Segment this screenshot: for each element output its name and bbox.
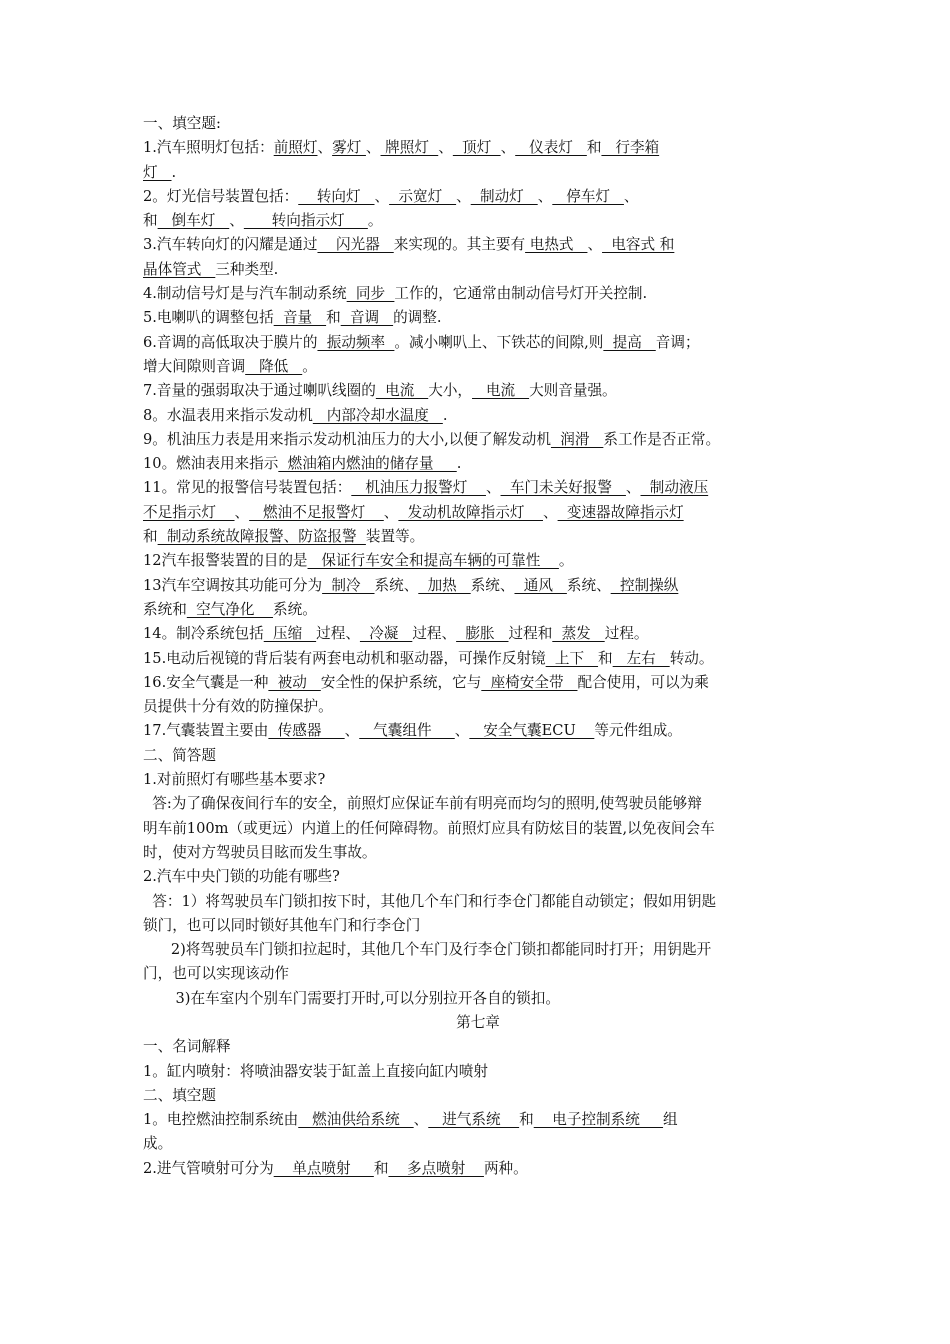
fill-blank-answer: 晶体管式	[143, 260, 216, 278]
fill-blank-answer: 制冷	[322, 576, 375, 594]
fill-blank-answer: 倒车灯	[157, 212, 230, 230]
text-segment: 答：1）将驾驶员车门锁扣按下时，其他几个车门和行李仓门都能自动锁定；假如用钥匙	[143, 892, 717, 910]
fill-blank-answer: 提高	[603, 333, 656, 351]
text-segment: 15.电动后视镜的背后装有两套电动机和驱动器，可操作反射镜	[143, 649, 546, 667]
text-line	[143, 306, 813, 330]
text-line	[143, 161, 813, 185]
text-segment: 1.汽车照明灯包括：	[143, 139, 274, 157]
text-segment: 6.音调的高低取决于膜片的	[143, 333, 318, 351]
text-segment: 4.制动信号灯是与汽车制动系统	[143, 285, 347, 303]
text-line	[143, 355, 813, 379]
fill-blank-answer: 燃油箱内燃油的储存量	[278, 455, 457, 473]
text-segment: 三种类型.	[215, 260, 279, 278]
fill-blank-answer: 电流	[472, 382, 530, 400]
fill-blank-answer: 音调	[340, 309, 394, 327]
text-line	[143, 622, 813, 646]
text-segment: 、	[587, 236, 603, 254]
text-segment: 16.安全气囊是一种	[143, 673, 269, 691]
text-segment: 1。缸内喷射：将喷油器安装于缸盖上直接向缸内喷射	[143, 1062, 488, 1080]
fill-blank-answer: 电容式 和	[602, 236, 675, 254]
text-line	[143, 695, 813, 719]
fill-blank-answer: 闪光器	[317, 236, 394, 254]
text-line	[143, 1157, 813, 1181]
text-segment: 配合使用，可以为乘	[577, 673, 709, 691]
text-segment: 系统和	[143, 600, 187, 618]
text-segment: 系工作是否正常。	[603, 430, 721, 448]
document-page	[143, 112, 813, 1181]
text-line	[143, 938, 813, 962]
fill-blank-answer: 压缩	[263, 625, 317, 643]
text-line	[143, 1060, 813, 1084]
text-segment: 3.汽车转向灯的闪耀是通过	[143, 236, 318, 254]
text-segment: 大则音量强。	[529, 382, 617, 400]
fill-blank-answer: 上下	[545, 649, 599, 667]
text-segment: 一、填空题:	[143, 115, 221, 132]
fill-blank-answer: 内部冷却水温度	[312, 406, 443, 424]
text-segment: 7.音量的强弱取决于通过喇叭线圈的	[143, 382, 376, 400]
text-segment: 、	[623, 187, 639, 205]
text-line	[143, 1035, 813, 1059]
fill-blank-answer: 蒸发	[552, 625, 605, 643]
text-segment: 2.进气管喷射可分为	[143, 1159, 274, 1177]
text-segment: 等元件组成。	[594, 722, 682, 740]
fill-blank-answer: 通风	[514, 576, 567, 594]
text-segment: 安全性的保护系统，它与	[320, 673, 482, 691]
fill-blank-answer: 气囊组件	[359, 722, 455, 740]
text-segment: 和	[326, 309, 341, 327]
text-line	[143, 719, 813, 743]
text-segment: .	[456, 455, 462, 473]
text-line	[143, 1132, 813, 1156]
text-segment: 、	[537, 187, 553, 205]
text-line	[143, 1011, 813, 1035]
text-segment: 和	[519, 1111, 534, 1129]
text-segment: 和	[586, 139, 602, 157]
text-line	[143, 574, 813, 598]
text-line	[143, 987, 813, 1011]
text-segment: 大小，	[428, 382, 473, 400]
fill-blank-answer: 顶灯	[452, 139, 501, 157]
text-segment: 13汽车空调按其功能可分为	[143, 576, 323, 594]
text-segment: 。减小喇叭上、下铁芯的间隙,则	[394, 333, 604, 351]
text-line	[143, 914, 813, 938]
fill-blank-answer: 左右	[612, 649, 670, 667]
text-line	[143, 890, 813, 914]
text-segment: 答:为了确保夜间行车的安全，前照灯应保证车前有明亮而均匀的照明,使驾驶员能够辩	[143, 795, 702, 813]
text-line	[143, 647, 813, 671]
fill-blank-answer: 进气系统	[428, 1111, 520, 1129]
text-segment: 二、填空题	[143, 1086, 216, 1104]
text-line	[143, 209, 813, 233]
text-segment: 和	[143, 212, 158, 230]
fill-blank-answer: 发动机故障指示灯	[398, 503, 543, 521]
fill-blank-answer: 灯	[143, 163, 172, 181]
text-segment: 增大间隙则音调	[143, 357, 246, 375]
text-segment: 。	[558, 552, 574, 570]
text-segment: 工作的，它通常由制动信号灯开关控制.	[394, 285, 648, 303]
fill-blank-answer: 制动系统故障报警、防盗报警	[157, 528, 366, 546]
text-segment: 两种。	[483, 1159, 528, 1177]
text-segment: 系统、	[374, 576, 419, 594]
text-segment: 、	[229, 212, 244, 230]
text-segment: .	[442, 406, 448, 424]
text-line	[143, 744, 813, 768]
fill-blank-answer: 加热	[418, 576, 471, 594]
text-line	[143, 404, 813, 428]
text-segment: 8。水温表用来指示发动机	[143, 406, 313, 424]
text-segment: 10。燃油表用来指示	[143, 455, 279, 473]
text-line	[143, 476, 813, 500]
text-segment: 14。制冷系统包括	[143, 625, 264, 643]
text-line	[143, 258, 813, 282]
text-segment: 来实现的。其主要有	[393, 236, 526, 254]
text-segment: 、	[500, 139, 516, 157]
text-segment: 成。	[143, 1135, 173, 1153]
fill-blank-answer: 被动	[268, 673, 321, 691]
text-segment: 过程、	[412, 625, 457, 643]
text-segment: 、	[344, 722, 360, 740]
text-line	[143, 428, 813, 452]
text-segment: 2)将驾驶员车门锁扣拉起时，其他几个车门及行李仓门锁扣都能同时打开；用钥匙开	[143, 941, 712, 959]
text-segment: 。	[302, 357, 317, 375]
text-segment: 过程和	[508, 625, 553, 643]
text-segment: 3)在车室内个别车门需要打开时,可以分别拉开各自的锁扣。	[143, 989, 560, 1007]
text-segment: 的调整.	[393, 309, 442, 327]
text-segment: 2。灯光信号装置包括：	[143, 187, 299, 205]
text-segment: 时，使对方驾驶员目眩而发生事故。	[143, 843, 377, 861]
fill-blank-answer: 多点喷射	[388, 1159, 484, 1177]
text-segment: 、	[413, 1111, 429, 1129]
fill-blank-answer: 保证行车安全和提高车辆的可靠性	[307, 552, 559, 570]
fill-blank-answer: 不足指示灯	[143, 503, 235, 521]
fill-blank-answer: 燃油供给系统	[298, 1111, 414, 1129]
text-segment: 、	[234, 503, 250, 521]
fill-blank-answer: 示宽灯	[389, 187, 457, 205]
text-segment: 明车前100m（或更远）内道上的任何障碍物。前照灯应具有防炫目的装置,以免夜间会车	[143, 819, 715, 837]
text-line	[143, 112, 813, 136]
text-segment: 9。机油压力表是用来指示发动机油压力的大小,以便了解发动机	[143, 430, 551, 448]
fill-blank-answer: 冷凝	[359, 625, 413, 643]
text-segment: 系统。	[273, 600, 317, 618]
text-segment: 、	[374, 187, 390, 205]
text-line	[143, 817, 813, 841]
fill-blank-answer: 雾灯	[332, 139, 366, 157]
text-segment: 17.气囊装置主要由	[143, 722, 269, 740]
text-line	[143, 841, 813, 865]
fill-blank-answer: 座椅安全带	[481, 673, 578, 691]
text-line	[143, 792, 813, 816]
text-line	[143, 549, 813, 573]
fill-blank-answer: 电子控制系统	[533, 1111, 664, 1129]
text-line	[143, 768, 813, 792]
fill-blank-answer: 前照灯	[273, 139, 318, 157]
fill-blank-answer: 变速器故障指示灯	[557, 503, 684, 521]
text-line	[143, 865, 813, 889]
text-segment: 一、名词解释	[143, 1038, 231, 1056]
text-line	[143, 331, 813, 355]
fill-blank-answer: 车门未关好报警	[500, 479, 626, 497]
text-segment: 、	[454, 722, 470, 740]
text-segment: 11。常见的报警信号装置包括：	[143, 479, 352, 497]
fill-blank-answer: 同步	[346, 285, 395, 303]
text-segment: 组	[663, 1111, 678, 1129]
text-line	[143, 379, 813, 403]
text-line	[143, 185, 813, 209]
text-segment: 。	[367, 212, 383, 230]
fill-blank-answer: 牌照灯	[380, 139, 439, 157]
fill-blank-answer: 机油压力报警灯	[351, 479, 486, 497]
fill-blank-answer: 膨胀	[456, 625, 509, 643]
text-line	[143, 525, 813, 549]
text-segment: 系统、	[566, 576, 611, 594]
fill-blank-answer: 电流	[375, 382, 429, 400]
text-segment: 、	[456, 187, 471, 205]
text-segment: 和	[598, 649, 613, 667]
text-line	[143, 1108, 813, 1132]
text-line	[143, 598, 813, 622]
text-segment: 5.电喇叭的调整包括	[143, 309, 274, 327]
fill-blank-answer: 单点喷射	[273, 1159, 374, 1177]
text-segment: 、	[625, 479, 641, 497]
text-line	[143, 136, 813, 160]
text-segment: 1。电控燃油控制系统由	[143, 1111, 299, 1129]
fill-blank-answer: 转向指示灯	[243, 212, 368, 230]
fill-blank-answer: 燃油不足报警灯	[249, 503, 384, 521]
text-segment: 二、简答题	[143, 746, 216, 764]
text-segment: 装置等。	[365, 528, 425, 546]
text-segment: 系统、	[470, 576, 515, 594]
fill-blank-answer: 转向灯	[298, 187, 375, 205]
text-line	[143, 1084, 813, 1108]
text-segment: 、	[542, 503, 558, 521]
text-line	[143, 452, 813, 476]
text-segment: 、	[383, 503, 399, 521]
fill-blank-answer: 传感器	[268, 722, 345, 740]
fill-blank-answer: 音量	[273, 309, 327, 327]
text-segment: 、	[317, 139, 333, 157]
text-segment: 过程、	[316, 625, 360, 643]
text-segment: 、	[485, 479, 501, 497]
text-segment: 第七章	[456, 1013, 500, 1031]
text-segment: 锁门，也可以同时锁好其他车门和行李仓门	[143, 916, 421, 934]
text-segment: .	[171, 163, 177, 181]
text-segment: 和	[373, 1159, 389, 1177]
fill-blank-answer: 控制操纵	[610, 576, 679, 594]
text-segment: 门，也可以实现该动作	[143, 965, 289, 983]
text-segment: 12汽车报警装置的目的是	[143, 552, 308, 570]
text-segment: 、	[438, 139, 453, 157]
text-segment: 过程。	[604, 625, 649, 643]
text-segment: 、	[365, 139, 381, 157]
text-segment: 和	[143, 528, 158, 546]
fill-blank-answer: 安全气囊ECU	[469, 722, 595, 740]
fill-blank-answer: 空气净化	[186, 600, 274, 618]
text-segment: 1.对前照灯有哪些基本要求?	[143, 771, 326, 789]
fill-blank-answer: 润滑	[550, 430, 604, 448]
fill-blank-answer: 停车灯	[552, 187, 624, 205]
fill-blank-answer: 制动灯	[470, 187, 538, 205]
text-segment: 转动。	[669, 649, 714, 667]
text-segment: 音调；	[655, 333, 700, 351]
text-line	[143, 233, 813, 257]
fill-blank-answer: 电热式	[525, 236, 588, 254]
fill-blank-answer: 降低	[245, 357, 303, 375]
text-segment: 员提供十分有效的防撞保护。	[143, 698, 333, 716]
text-line	[143, 671, 813, 695]
text-line	[143, 962, 813, 986]
text-line	[143, 282, 813, 306]
text-line	[143, 501, 813, 525]
fill-blank-answer: 振动频率	[317, 333, 395, 351]
fill-blank-answer: 行李箱	[601, 139, 660, 157]
fill-blank-answer: 制动液压	[640, 479, 709, 497]
text-segment: 2.汽车中央门锁的功能有哪些?	[143, 868, 340, 886]
fill-blank-answer: 仪表灯	[515, 139, 587, 157]
